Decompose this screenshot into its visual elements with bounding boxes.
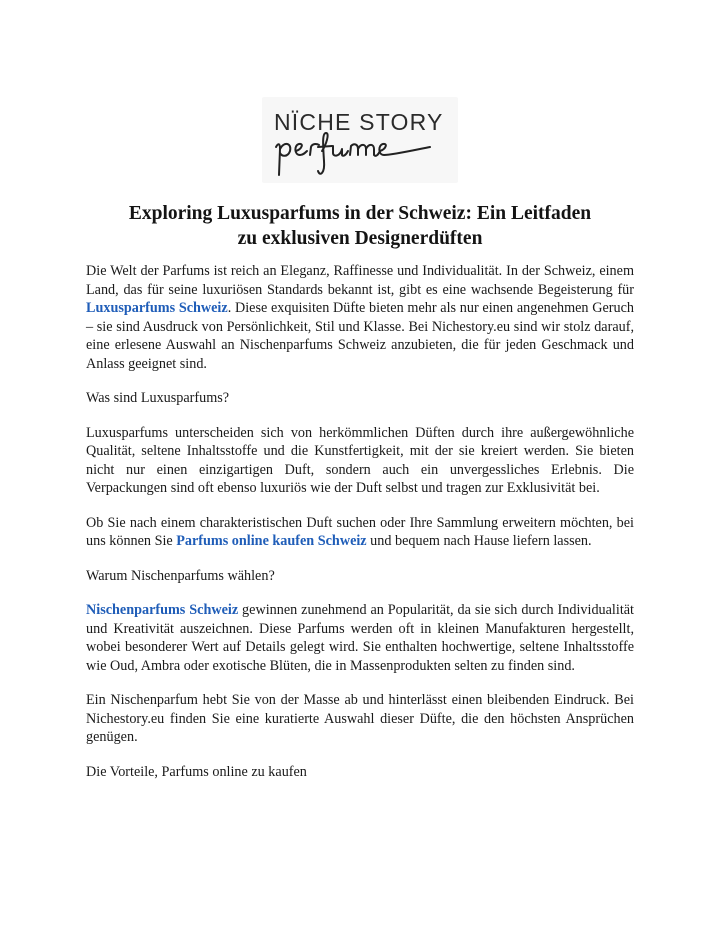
paragraph-luxusparfums: Luxusparfums unterscheiden sich von herkömmlichen Düften durch ihre außergewöhnliche Qualität, seltene Inhaltsstoffe und die Kunstfertigkeit, mit der sie kreiert werden. Sie bieten nicht nur einen einzigartigen Duft, sondern auch ein unvergessliches Erlebnis. Die Verpackungen sind oft ebenso luxuriös wie der Duft selbst und tragen zur Exklusivität bei. xyxy=(86,424,634,496)
document-title xyxy=(70,201,650,251)
link-parfums-online-kaufen[interactable]: Parfums online kaufen Schweiz xyxy=(176,533,367,549)
logo-wordmark: NÏCHE STORY xyxy=(274,109,444,135)
title-line-1: Exploring Luxusparfums in der Schweiz: Ein Leitfaden xyxy=(128,203,592,224)
paragraph-online-kaufen: Ob Sie nach einem charakteristischen Duft suchen oder Ihre Sammlung erweitern möchten, bei uns können Sie Parfums online kaufen Schweiz und bequem nach Hause liefern lassen. xyxy=(86,514,634,549)
section-heading-luxusparfums: Was sind Luxusparfums? xyxy=(86,390,230,406)
section-heading-vorteile: Die Vorteile, Parfums online zu kaufen xyxy=(86,763,307,780)
paragraph-nischenparfums: Nischenparfums Schweiz gewinnen zunehmend an Popularität, da sie sich durch Individualität und Kreativität auszeichnen. Diese Parfums werden oft in kleinen Manufakturen hergestellt, wobei besonderer Wert auf Details gelegt wird. Sie enthalten hochwertige, seltene Inhaltsstoffe wie Oud, Ambra oder exotische Blüten, die in Massenprodukten selten zu finden sind. xyxy=(86,602,634,674)
brand-logo xyxy=(262,97,458,183)
logo-script-perfume xyxy=(270,131,450,181)
link-nischenparfums-schweiz[interactable]: Nischenparfums Schweiz xyxy=(86,602,239,618)
document-body xyxy=(86,262,634,797)
paragraph-nischenparfum-eindruck: Ein Nischenparfum hebt Sie von der Masse ab und hinterlässt einen bleibenden Eindruck. Bei Nichestory.eu finden Sie eine kuratierte Auswahl dieser Düfte, die den höchsten Ansprüchen genügen. xyxy=(86,692,634,745)
paragraph-intro: Die Welt der Parfums ist reich an Eleganz, Raffinesse und Individualität. In der Schweiz, einem Land, das für seine luxuriösen Standards bekannt ist, gibt es eine wachsende Begeisterung für Luxusparfums Schweiz. Diese exquisiten Düfte bieten mehr als nur einen angenehmen Geruch – sie sind Ausdruck von Persönlichkeit, Stil und Klasse. Bei Nichestory.eu sind wir stolz darauf, eine erlesene Auswahl an Nischenparfums Schweiz anzubieten, die für jeden Geschmack und Anlass geeignet sind. xyxy=(86,263,634,372)
title-line-2: zu exklusiven Designerdüften xyxy=(237,228,483,249)
section-heading-nischenparfums: Warum Nischenparfums wählen? xyxy=(86,567,275,584)
link-luxusparfums-schweiz[interactable]: Luxusparfums Schweiz xyxy=(86,300,228,316)
